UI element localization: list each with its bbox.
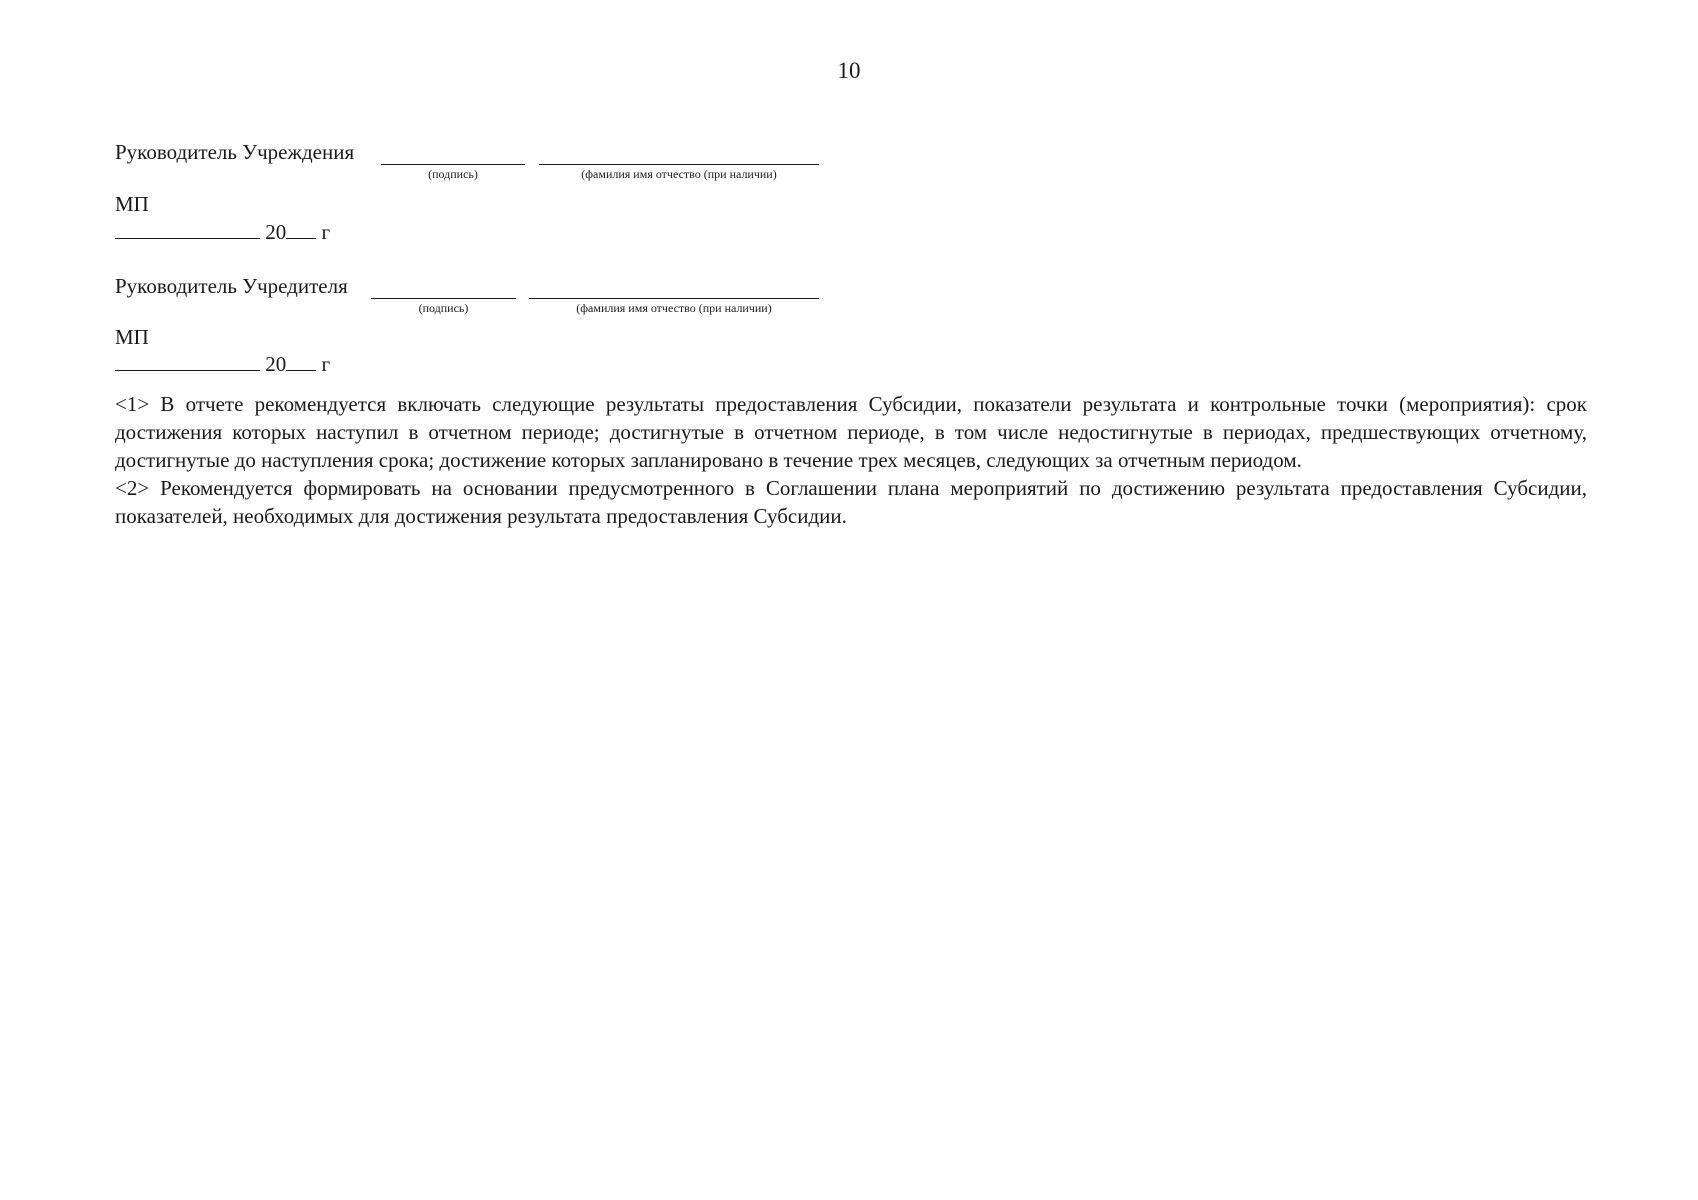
name-caption: (фамилия имя отчество (при наличии) [581,167,777,181]
footnotes [115,390,1587,530]
date-day-month-blank [115,352,260,371]
date-year-blank [286,220,316,239]
page-number: 10 [837,58,861,83]
date-suffix: г [321,220,331,244]
signatory-role: Руководитель Учреждения [115,140,355,164]
name-line [529,298,819,299]
date-year-prefix: 20 [265,220,287,244]
name-line [539,164,819,165]
stamp-placeholder: МП [115,325,149,349]
footnote-2: <2> Рекомендуется формировать на основании предусмотренного в Соглашении плана мероприятий по достижению результата предоставления Субсидии, показателей, необходимых для достижения результата предоставления Субсидии. [115,476,1587,528]
signature-caption: (подпись) [428,167,478,181]
date-year-prefix: 20 [265,352,287,376]
date-line [115,352,330,377]
date-year-blank [286,352,316,371]
signature-caption: (подпись) [418,301,469,315]
footnote-1: <1> В отчете рекомендуется включать следующие результаты предоставления Субсидии, показатели результата и контрольные точки (мероприятия): срок достижения которых наступил в отчетном периоде; достигнутые в отчетном периоде, в том числе недостигнутые в периодах, предшествующих отчетному, достигнутые до наступления срока; достижение которых запланировано в течение трех месяцев, следующих за отчетным периодом. [115,392,1587,472]
date-day-month-blank [115,220,260,239]
name-caption: (фамилия имя отчество (при наличии) [576,301,772,315]
signature-line [371,298,516,299]
signatory-role: Руководитель Учредителя [115,274,348,298]
signature-line [381,164,525,165]
stamp-placeholder: МП [115,192,149,216]
date-suffix: г [321,352,331,376]
date-line [115,220,330,245]
